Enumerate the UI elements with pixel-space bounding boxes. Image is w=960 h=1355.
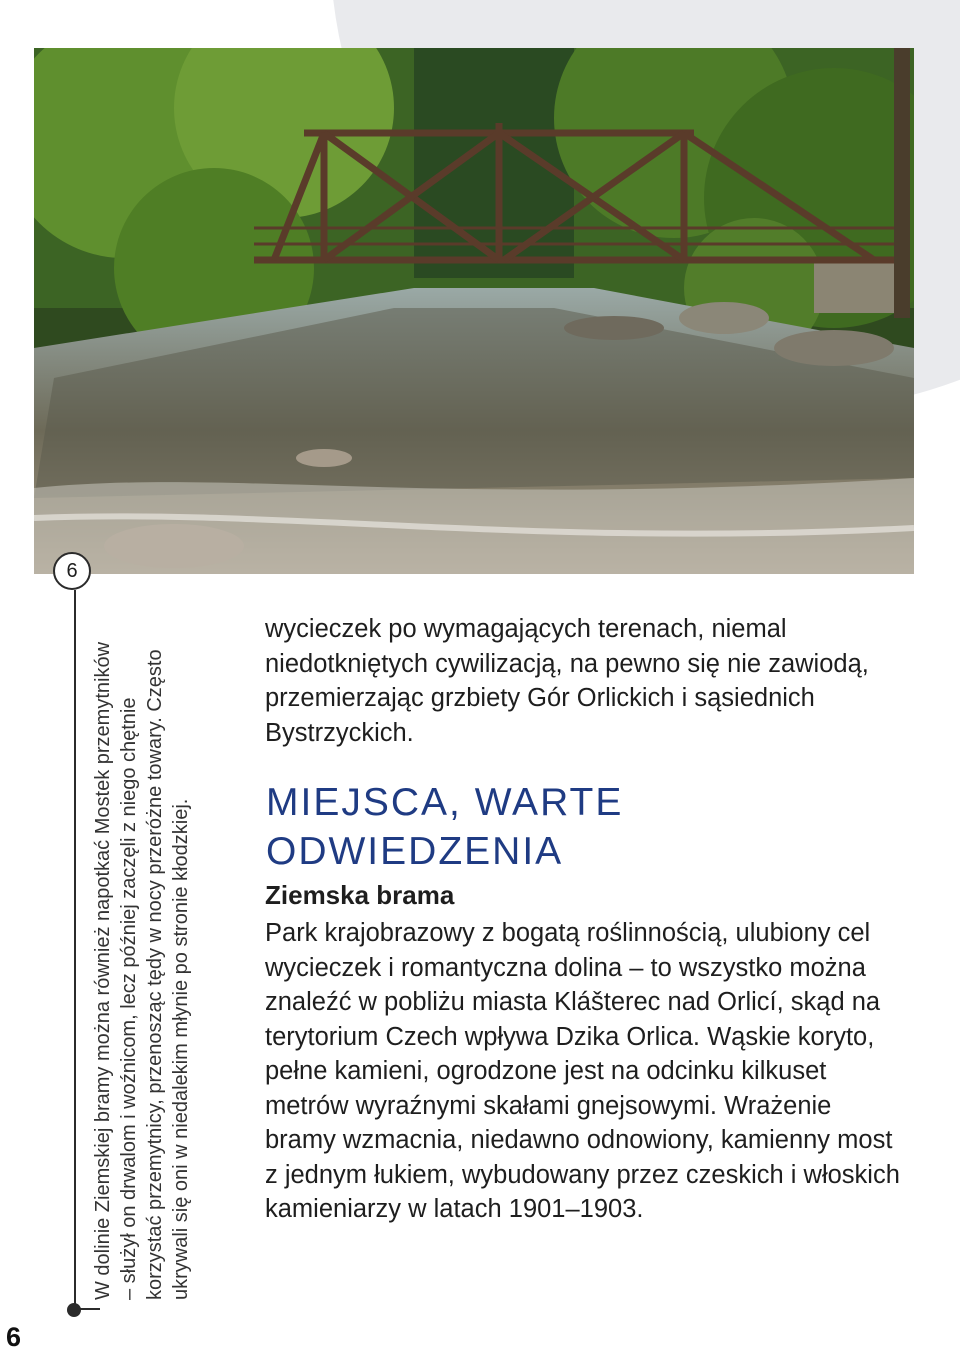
place-description: Park krajobrazowy z bogatą roślinnością, ulubiony cel wycieczek i romantyczna dolina – to wszystko można znaleźć w pobliżu miasta Klášterec nad Orlicí, skąd na terytorium Czech wpływa Dzika Orlica. Wąskie koryto, pełne kamieni, ogrodzone jest na odcinku kilkuset metrów wyraźnymi skałami gnejsowymi. Wrażenie bramy wzmacnia, niedawno odnowiony, kamienny most z jednym łukiem, wybudowany przez czeskich i włoskich kamieniarzy w latach 1901–1903. [265, 919, 900, 1223]
page-number: 6 [6, 1322, 22, 1352]
photo-number-badge [53, 552, 91, 590]
section-title: MIEJSCA, WARTE ODWIEDZENIA [266, 781, 624, 873]
timeline-hook [80, 1308, 100, 1310]
photo-caption: W dolinie Ziemskiej bramy można również napotkać Mostek przemytników – służył on drwalom i woźnicom, lecz później zaczęli z niego chętnie korzystać przemytnicy, przenosząc tędy w nocy przeróżne towary. Często ukrywali się oni w niedalekim młynie po stronie kłodzkiej. [92, 641, 192, 1300]
river-bridge-photo [34, 48, 914, 574]
photo-number: 6 [66, 559, 78, 582]
place-heading: Ziemska brama [265, 880, 455, 910]
intro-paragraph: wycieczek po wymagających terenach, niemal niedotkniętych cywilizacją, na pewno się nie zawiodą, przemierzając grzbiety Gór Orlickich i sąsiednich Bystrzyckich. [265, 615, 869, 747]
timeline-dot [67, 1303, 81, 1317]
timeline-line [74, 590, 76, 1310]
